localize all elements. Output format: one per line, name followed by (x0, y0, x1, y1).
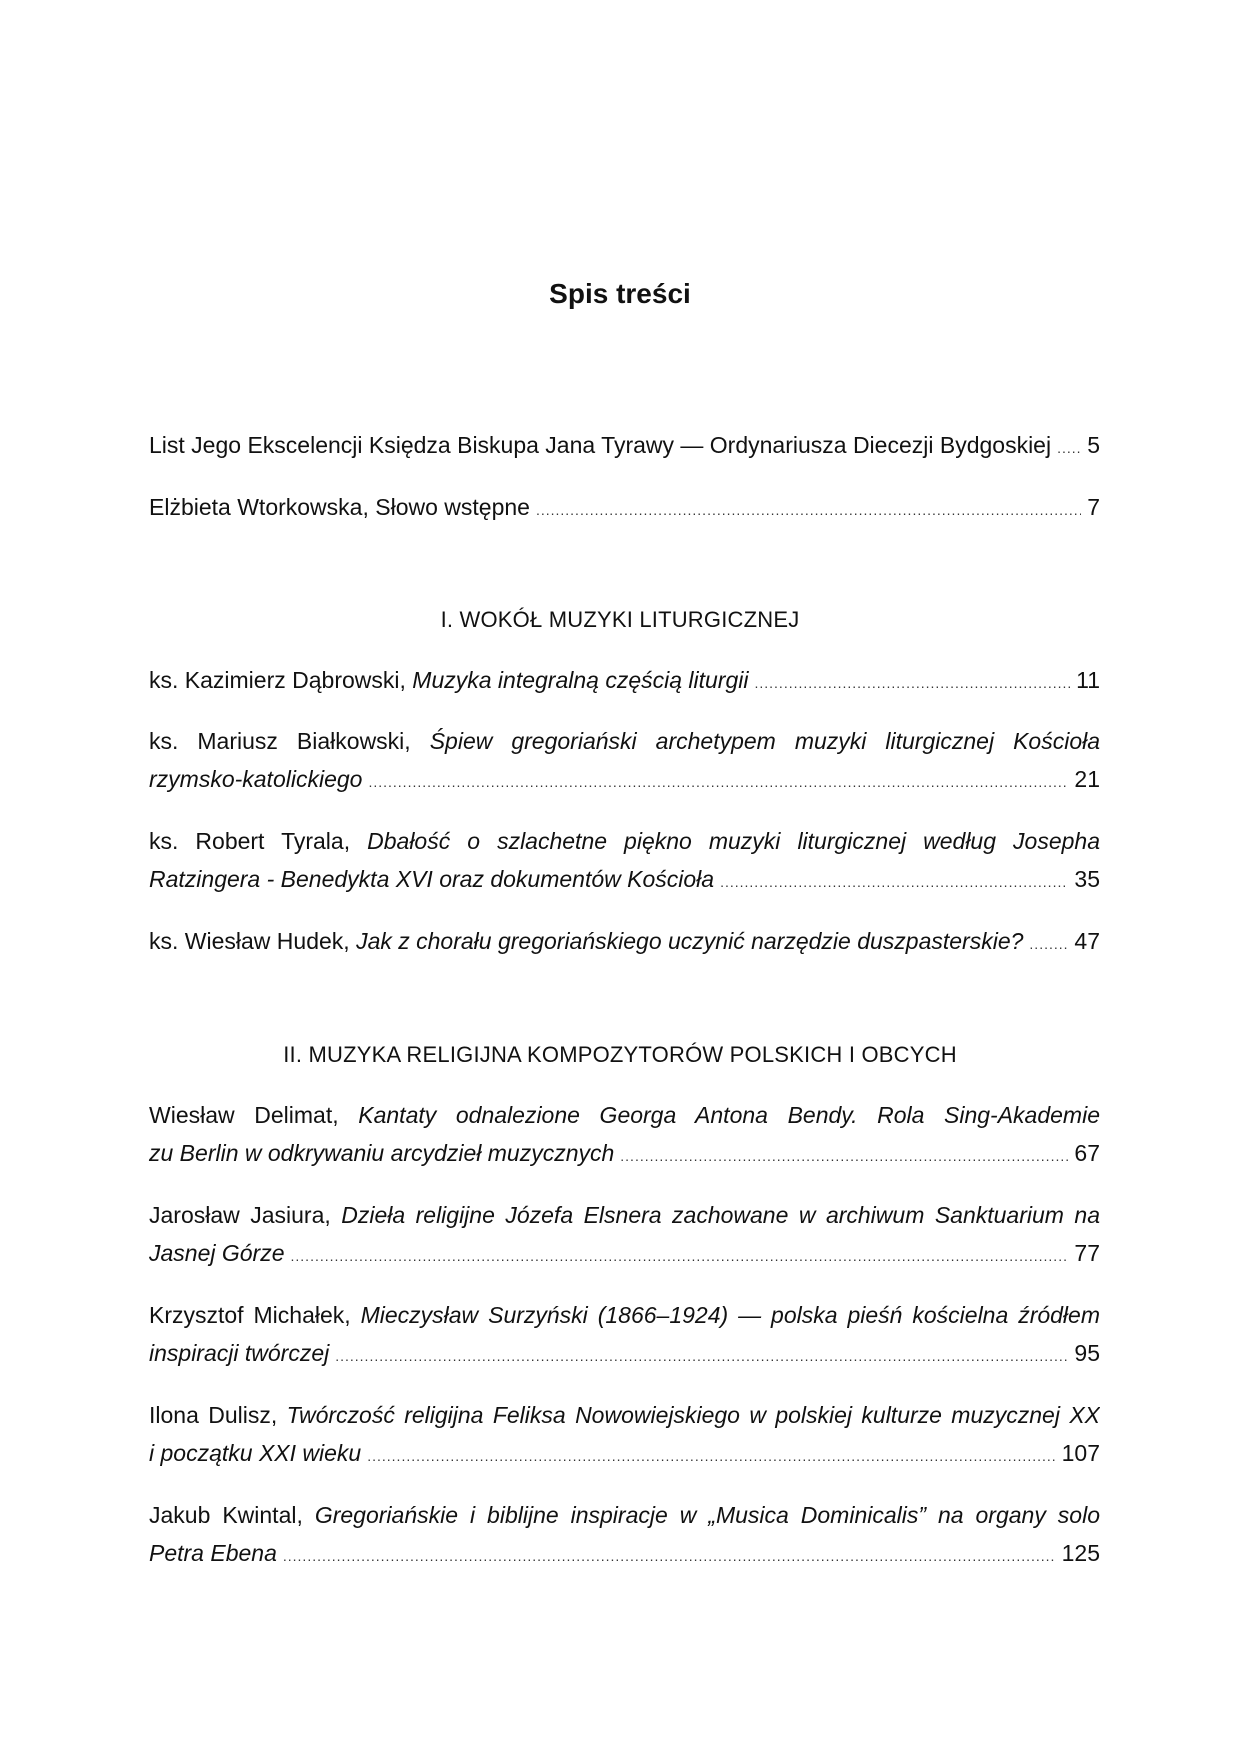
toc-line (149, 922, 1100, 960)
toc-line (149, 1534, 1100, 1572)
page-number: 107 (1061, 1440, 1100, 1466)
toc-line (149, 1496, 1100, 1534)
dot-leader (283, 1537, 1056, 1575)
dot-leader (1029, 925, 1068, 963)
entry-author: ks. Kazimierz Dąbrowski, (149, 667, 406, 693)
entry-title: Dbałość o szlachetne piękno muzyki liturgicznej według Josepha (367, 828, 1100, 854)
toc-entry (149, 1196, 1100, 1272)
entry-author: Jarosław Jasiura, (149, 1202, 331, 1228)
page-number: 47 (1074, 928, 1100, 954)
dot-leader (367, 1437, 1055, 1475)
dot-leader (1057, 429, 1081, 467)
dot-leader (754, 664, 1070, 702)
entry-title: Twórczość religijna Feliksa Nowowiejskiego w polskiej kulturze muzycznej XX (286, 1402, 1100, 1428)
page-title: Spis treści (549, 278, 691, 309)
page-number: 67 (1074, 1140, 1100, 1166)
toc-line (149, 1296, 1100, 1334)
entry-title-cont: inspiracji twórczej (149, 1340, 330, 1366)
toc-line (149, 822, 1100, 860)
toc-line (149, 1396, 1100, 1434)
dot-leader (620, 1137, 1068, 1175)
section-heading: II. MUZYKA RELIGIJNA KOMPOZYTORÓW POLSKICH I OBCYCH (283, 1042, 957, 1067)
entry-title-cont: i początku XXI wieku (149, 1440, 362, 1466)
entry-author: Wiesław Delimat, (149, 1102, 339, 1128)
toc-entry (149, 1296, 1100, 1372)
toc-line (149, 760, 1100, 798)
toc-line (149, 860, 1100, 898)
toc-line (149, 1234, 1100, 1272)
page-number: 5 (1087, 432, 1100, 458)
dot-leader (720, 863, 1068, 901)
toc-line (149, 722, 1100, 760)
dot-leader (368, 763, 1068, 801)
toc-line (149, 661, 1100, 699)
page-number: 21 (1074, 766, 1100, 792)
entry-author: ks. Mariusz Białkowski, (149, 728, 411, 754)
toc-entry (149, 722, 1100, 798)
entry-title: Muzyka integralną częścią liturgii (412, 667, 749, 693)
toc-entry (149, 822, 1100, 898)
toc-line (149, 1434, 1100, 1472)
page-number: 95 (1074, 1340, 1100, 1366)
toc-entry-text: List Jego Ekscelencji Księdza Biskupa Jana Tyrawy — Ordynariusza Diecezji Bydgoskiej (149, 432, 1052, 458)
entry-title: Gregoriańskie i biblijne inspiracje w „Musica Dominicalis” na organy solo (314, 1502, 1100, 1528)
entry-title: Śpiew gregoriański archetypem muzyki liturgicznej Kościoła (429, 728, 1100, 754)
entry-title-cont: Jasnej Górze (149, 1240, 285, 1266)
entry-title-cont: rzymsko-katolickiego (149, 766, 363, 792)
entry-title-cont: Ratzingera - Benedykta XVI oraz dokumentów Kościoła (149, 866, 715, 892)
toc-entry (149, 922, 1100, 960)
toc-entry (149, 426, 1100, 464)
toc-entry-text: Elżbieta Wtorkowska, Słowo wstępne (149, 494, 530, 520)
section-heading: I. WOKÓŁ MUZYKI LITURGICZNEJ (440, 607, 800, 632)
page-number: 7 (1087, 494, 1100, 520)
toc-entry (149, 488, 1100, 526)
entry-title: Mieczysław Surzyński (1866–1924) — polska pieśń kościelna źródłem (360, 1302, 1100, 1328)
entry-title: Dzieła religijne Józefa Elsnera zachowane w archiwum Sanktuarium na (341, 1202, 1100, 1228)
toc-line (149, 1134, 1100, 1172)
entry-author: Ilona Dulisz, (149, 1402, 278, 1428)
toc-line (149, 1096, 1100, 1134)
entry-title: Kantaty odnalezione Georga Antona Bendy. Rola Sing-Akademie (358, 1102, 1100, 1128)
page-number: 35 (1074, 866, 1100, 892)
dot-leader (291, 1237, 1069, 1275)
entry-title: Jak z chorału gregoriańskiego uczynić narzędzie duszpasterskie? (356, 928, 1024, 954)
entry-author: Jakub Kwintal, (149, 1502, 303, 1528)
toc-line (149, 1334, 1100, 1372)
entry-author: Krzysztof Michałek, (149, 1302, 351, 1328)
entry-author: ks. Wiesław Hudek, (149, 928, 350, 954)
dot-leader (335, 1337, 1068, 1375)
dot-leader (536, 491, 1081, 529)
toc-entry (149, 1096, 1100, 1172)
toc-line (149, 488, 1100, 526)
page-number: 77 (1074, 1240, 1100, 1266)
entry-title-cont: Petra Ebena (149, 1540, 277, 1566)
toc-entry (149, 661, 1100, 699)
toc-entry (149, 1496, 1100, 1572)
entry-title-cont: zu Berlin w odkrywaniu arcydzieł muzycznych (149, 1140, 615, 1166)
entry-author: ks. Robert Tyrala, (149, 828, 351, 854)
page-number: 125 (1061, 1540, 1100, 1566)
toc-line (149, 1196, 1100, 1234)
toc-entry (149, 1396, 1100, 1472)
toc-line (149, 426, 1100, 464)
page-number: 11 (1076, 667, 1100, 693)
